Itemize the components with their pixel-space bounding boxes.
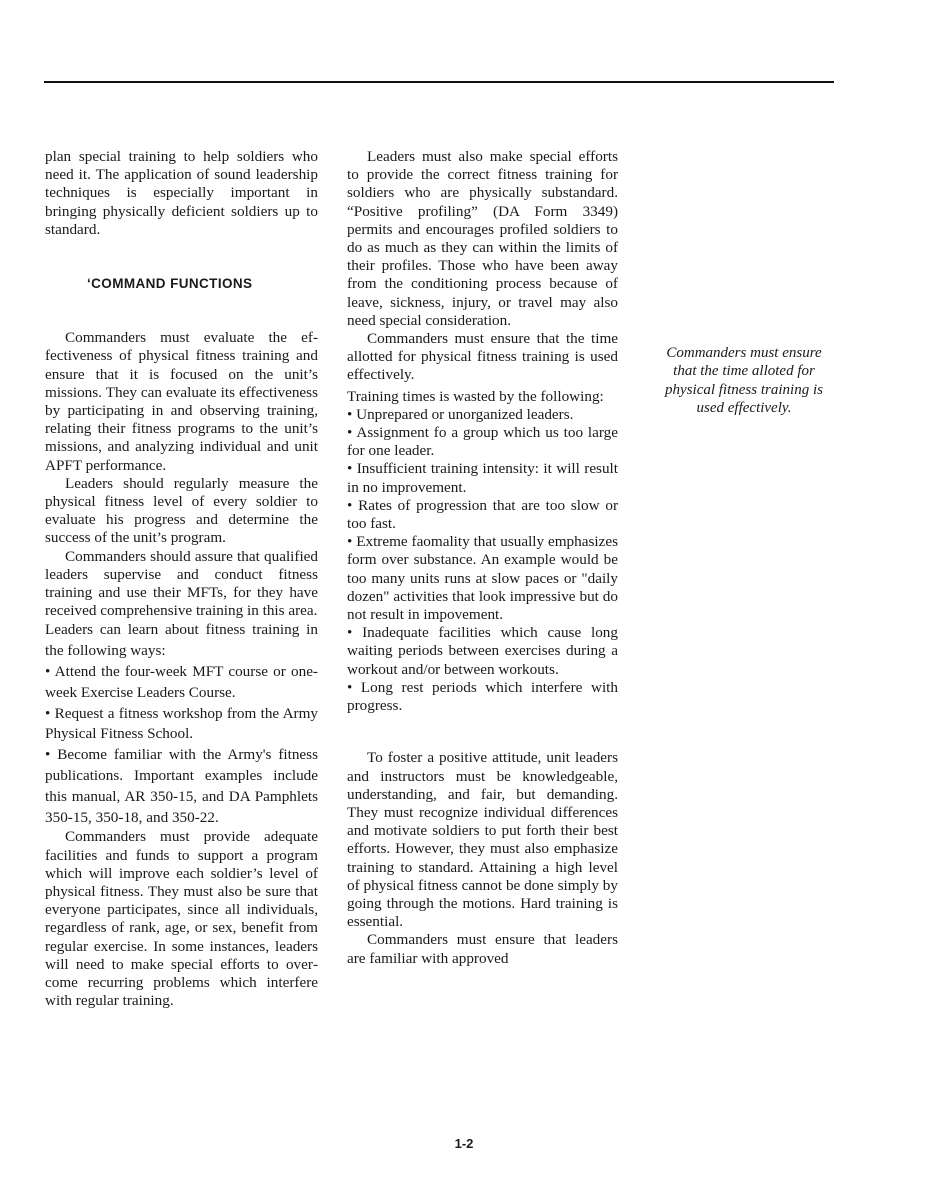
margin-note: Commanders must ensure that the time alloted for physical fitness training is used effectively. [665, 345, 823, 416]
section-heading: ‘COMMAND FUNCTIONS [87, 276, 253, 292]
middle-bullet-2: • Assignment fo a group which us too large for one leader. [347, 424, 618, 460]
middle-bullet-5: • Extreme faomality that usually emphasizes form over substance. An example would be too many units runs at slow paces or "daily dozen" activities that look impressive but do not result in impovement. [347, 533, 618, 624]
left-bullet-2: • Request a fitness workshop from the Army Physical Fitness School. [45, 704, 318, 743]
left-bullet-1: • Attend the four-week MFT course or one-week Exercise Leaders Course. [45, 663, 318, 701]
left-paragraph-5: Leaders can learn about fitness training in the following ways: [45, 621, 318, 660]
left-paragraph-6: Commanders must provide adequate facilities and funds to support a program which will improve each soldier’s level of physical fitness. They must also be sure that everyone participates, since all individuals, regardless of rank, age, or sex, benefit from regular exercise. In some instances, leaders will need to make special efforts to overcome recurring problems which interfere with regular training. [45, 828, 318, 1010]
middle-bullet-1: • Unprepared or unorganized leaders. [347, 405, 574, 423]
left-paragraph-3: Leaders should regularly measure the physical fitness level of every soldier to evaluate his progress and determine the success of the unit’s program. [45, 474, 318, 547]
middle-paragraph-4: To foster a positive attitude, unit leaders and instructors must be knowledgeable, understanding, and fair, but demanding. They must recognize individual differences and motivate soldiers to put forth their best efforts. However, they must also emphasize training to standard. Attaining a high level of physical fitness cannot be done simply by going through the motions. Hard training is essential. [347, 749, 618, 931]
page-number: 1-2 [454, 1136, 474, 1151]
left-paragraph-1: plan special training to help soldiers who need it. The application of sound leadership techniques is especially important in bringing physically deficient soldiers up to standard. [45, 148, 318, 238]
left-column [45, 148, 318, 1010]
header-rule [44, 81, 834, 83]
middle-paragraph-5: Commanders must ensure that leaders are familiar with approved [347, 931, 618, 967]
middle-bullet-7: • Long rest periods which interfere with progress. [347, 678, 618, 715]
middle-paragraph-1: Leaders must also make special efforts to provide the correct fitness training for soldiers who are physically substandard. “Positive profiling” (DA Form 3349) permits and encourages profiled soldiers to do as much as they can within the limits of their profiles. Those who have been away from the conditioning process because of leave, sickness, injury, or travel may also need special consideration. [347, 148, 618, 329]
left-bullet-3: • Become familiar with the Army's fitness publications. Important examples include this manual, AR 350-15, and DA Pamphlets 350-15, 350-18, and 350-22. [45, 746, 318, 826]
left-paragraph-2: Commanders must evaluate the effectiveness of physical fitness training and ensure that it is focused on the unit’s missions. They can evaluate its effectiveness by participating in and observing training, relating their fitness programs to the unit’s missions, and analyzing individual and unit APFT performance. [45, 329, 318, 474]
left-paragraph-4: Commanders should assure that qualified leaders supervise and conduct fitness training and use their MFTs, for they have received comprehensive training in this area. [45, 547, 318, 620]
middle-column [347, 148, 618, 968]
middle-paragraph-3: Training times is wasted by the following: [347, 387, 604, 405]
middle-paragraph-2: Commanders must ensure that the time allotted for physical fitness training is used effectively. [347, 330, 618, 384]
middle-bullet-6: • Inadequate facilities which cause long waiting periods between exercises during a workout and/or between workouts. [347, 624, 618, 678]
middle-bullet-4: • Rates of progression that are too slow or too fast. [347, 496, 618, 533]
middle-bullet-3: • Insufficient training intensity: it will result in no improvement. [347, 460, 618, 496]
